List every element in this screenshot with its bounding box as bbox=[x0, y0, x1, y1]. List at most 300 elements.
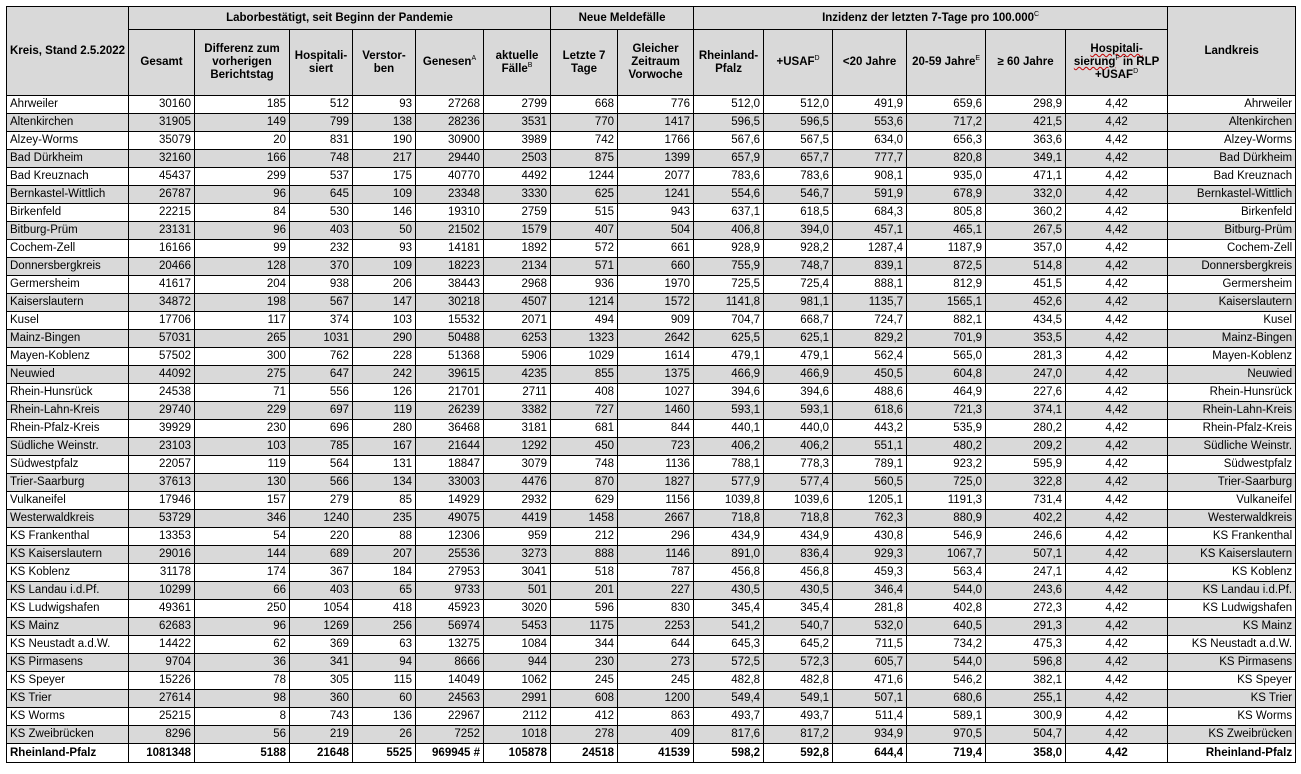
cell-letzte7: 412 bbox=[551, 708, 618, 726]
cell-landkreis: KS Trier bbox=[1168, 690, 1296, 708]
cell-differenz: 96 bbox=[195, 618, 290, 636]
cell-verstorben: 109 bbox=[353, 258, 416, 276]
header-group-neue: Neue Meldefälle bbox=[551, 7, 694, 30]
table-row bbox=[7, 168, 1296, 186]
cell-kreis: KS Frankenthal bbox=[7, 528, 129, 546]
cell-genesen: 33003 bbox=[416, 474, 484, 492]
cell-kreis: Vulkaneifel bbox=[7, 492, 129, 510]
cell-usaf: 625,1 bbox=[764, 330, 833, 348]
cell-aktuelle: 2134 bbox=[484, 258, 551, 276]
cell-aktuelle: 3989 bbox=[484, 132, 551, 150]
cell-rlp: 645,3 bbox=[694, 636, 764, 654]
cell-usaf: 567,5 bbox=[764, 132, 833, 150]
cell-letzte7: 245 bbox=[551, 672, 618, 690]
cell-rlp: 512,0 bbox=[694, 96, 764, 114]
cell-differenz: 78 bbox=[195, 672, 290, 690]
cell-landkreis: Altenkirchen bbox=[1168, 114, 1296, 132]
cell-ue60: 731,4 bbox=[986, 492, 1066, 510]
table-row bbox=[7, 312, 1296, 330]
cell-aktuelle: 6253 bbox=[484, 330, 551, 348]
cell-ue60: 357,0 bbox=[986, 240, 1066, 258]
cell-kreis: Mainz-Bingen bbox=[7, 330, 129, 348]
cell-j2059: 721,3 bbox=[907, 402, 986, 420]
cell-differenz: 5188 bbox=[195, 744, 290, 763]
cell-rlp: 637,1 bbox=[694, 204, 764, 222]
cell-usaf: 440,0 bbox=[764, 420, 833, 438]
cell-genesen: 40770 bbox=[416, 168, 484, 186]
cell-hospitalisiert: 305 bbox=[290, 672, 353, 690]
table-row bbox=[7, 690, 1296, 708]
cell-j2059: 465,1 bbox=[907, 222, 986, 240]
cell-differenz: 62 bbox=[195, 636, 290, 654]
cell-genesen: 8666 bbox=[416, 654, 484, 672]
cell-landkreis: Rhein-Hunsrück bbox=[1168, 384, 1296, 402]
cell-usaf: 512,0 bbox=[764, 96, 833, 114]
cell-vorwoche: 1156 bbox=[618, 492, 694, 510]
cell-hospitalisiert: 748 bbox=[290, 150, 353, 168]
cell-landkreis: Südliche Weinstr. bbox=[1168, 438, 1296, 456]
cell-ue60: 281,3 bbox=[986, 348, 1066, 366]
cell-gesamt: 29016 bbox=[129, 546, 195, 564]
cell-vorwoche: 227 bbox=[618, 582, 694, 600]
cell-aktuelle: 2968 bbox=[484, 276, 551, 294]
cell-hospitalisierung: 4,42 bbox=[1066, 420, 1168, 438]
cell-usaf: 592,8 bbox=[764, 744, 833, 763]
cell-rlp: 430,5 bbox=[694, 582, 764, 600]
cell-u20: 457,1 bbox=[833, 222, 907, 240]
cell-aktuelle: 1579 bbox=[484, 222, 551, 240]
cell-aktuelle: 3382 bbox=[484, 402, 551, 420]
cell-u20: 605,7 bbox=[833, 654, 907, 672]
cell-u20: 562,4 bbox=[833, 348, 907, 366]
cell-vorwoche: 909 bbox=[618, 312, 694, 330]
cell-differenz: 204 bbox=[195, 276, 290, 294]
cell-letzte7: 408 bbox=[551, 384, 618, 402]
cell-aktuelle: 105878 bbox=[484, 744, 551, 763]
header-aktuelle: aktuelle Fälle$^B$ bbox=[484, 30, 551, 96]
cell-differenz: 119 bbox=[195, 456, 290, 474]
cell-genesen: 36468 bbox=[416, 420, 484, 438]
cell-ue60: 247,0 bbox=[986, 366, 1066, 384]
cell-differenz: 98 bbox=[195, 690, 290, 708]
cell-landkreis: Bernkastel-Wittlich bbox=[1168, 186, 1296, 204]
cell-usaf: 406,2 bbox=[764, 438, 833, 456]
cell-usaf: 466,9 bbox=[764, 366, 833, 384]
cell-genesen: 51368 bbox=[416, 348, 484, 366]
cell-rlp: 554,6 bbox=[694, 186, 764, 204]
cell-kreis: Rhein-Pfalz-Kreis bbox=[7, 420, 129, 438]
cell-landkreis: Neuwied bbox=[1168, 366, 1296, 384]
cell-vorwoche: 41539 bbox=[618, 744, 694, 763]
cell-ue60: 421,5 bbox=[986, 114, 1066, 132]
cell-rlp: 704,7 bbox=[694, 312, 764, 330]
table-row bbox=[7, 402, 1296, 420]
cell-hospitalisierung: 4,42 bbox=[1066, 510, 1168, 528]
table-row bbox=[7, 600, 1296, 618]
cell-usaf: 394,6 bbox=[764, 384, 833, 402]
cell-kreis: KS Kaiserslautern bbox=[7, 546, 129, 564]
cell-verstorben: 119 bbox=[353, 402, 416, 420]
cell-landkreis: KS Frankenthal bbox=[1168, 528, 1296, 546]
cell-rlp: 817,6 bbox=[694, 726, 764, 744]
cell-u20: 839,1 bbox=[833, 258, 907, 276]
cell-verstorben: 136 bbox=[353, 708, 416, 726]
cell-verstorben: 147 bbox=[353, 294, 416, 312]
cell-genesen: 19310 bbox=[416, 204, 484, 222]
header-usaf: $+USAF^D$ bbox=[764, 30, 833, 96]
cell-verstorben: 5525 bbox=[353, 744, 416, 763]
cell-hospitalisierung: 4,42 bbox=[1066, 222, 1168, 240]
cell-landkreis: Kusel bbox=[1168, 312, 1296, 330]
table-row bbox=[7, 618, 1296, 636]
cell-letzte7: 748 bbox=[551, 456, 618, 474]
cell-landkreis: KS Worms bbox=[1168, 708, 1296, 726]
cell-hospitalisiert: 360 bbox=[290, 690, 353, 708]
cell-hospitalisierung: 4,42 bbox=[1066, 708, 1168, 726]
cell-verstorben: 50 bbox=[353, 222, 416, 240]
covid-stats-table bbox=[6, 6, 1296, 763]
cell-vorwoche: 830 bbox=[618, 600, 694, 618]
cell-landkreis: KS Neustadt a.d.W. bbox=[1168, 636, 1296, 654]
cell-usaf: 836,4 bbox=[764, 546, 833, 564]
cell-rlp: 593,1 bbox=[694, 402, 764, 420]
table-row bbox=[7, 330, 1296, 348]
cell-ue60: 353,5 bbox=[986, 330, 1066, 348]
cell-kreis: Kusel bbox=[7, 312, 129, 330]
cell-hospitalisiert: 938 bbox=[290, 276, 353, 294]
cell-ue60: 349,1 bbox=[986, 150, 1066, 168]
table-row bbox=[7, 150, 1296, 168]
cell-vorwoche: 1572 bbox=[618, 294, 694, 312]
cell-hospitalisiert: 512 bbox=[290, 96, 353, 114]
cell-landkreis: Bitburg-Prüm bbox=[1168, 222, 1296, 240]
cell-vorwoche: 723 bbox=[618, 438, 694, 456]
cell-verstorben: 175 bbox=[353, 168, 416, 186]
cell-gesamt: 22057 bbox=[129, 456, 195, 474]
header-verstorben: Verstor-ben bbox=[353, 30, 416, 96]
cell-genesen: 9733 bbox=[416, 582, 484, 600]
cell-hospitalisierung: 4,42 bbox=[1066, 330, 1168, 348]
table-row bbox=[7, 546, 1296, 564]
cell-gesamt: 27614 bbox=[129, 690, 195, 708]
header-u20: <20 Jahre bbox=[833, 30, 907, 96]
cell-usaf: 928,2 bbox=[764, 240, 833, 258]
cell-verstorben: 94 bbox=[353, 654, 416, 672]
cell-landkreis: Südwestpfalz bbox=[1168, 456, 1296, 474]
cell-rlp: 466,9 bbox=[694, 366, 764, 384]
cell-hospitalisierung: 4,42 bbox=[1066, 276, 1168, 294]
cell-landkreis: Ahrweiler bbox=[1168, 96, 1296, 114]
cell-kreis: KS Neustadt a.d.W. bbox=[7, 636, 129, 654]
cell-u20: 591,9 bbox=[833, 186, 907, 204]
cell-vorwoche: 1375 bbox=[618, 366, 694, 384]
cell-kreis: Donnersbergkreis bbox=[7, 258, 129, 276]
cell-rlp: 928,9 bbox=[694, 240, 764, 258]
cell-differenz: 128 bbox=[195, 258, 290, 276]
cell-hospitalisiert: 1031 bbox=[290, 330, 353, 348]
table-row bbox=[7, 384, 1296, 402]
cell-letzte7: 515 bbox=[551, 204, 618, 222]
cell-j2059: 589,1 bbox=[907, 708, 986, 726]
cell-kreis: Südliche Weinstr. bbox=[7, 438, 129, 456]
cell-genesen: 15532 bbox=[416, 312, 484, 330]
cell-differenz: 166 bbox=[195, 150, 290, 168]
cell-differenz: 149 bbox=[195, 114, 290, 132]
cell-ue60: 475,3 bbox=[986, 636, 1066, 654]
cell-ue60: 360,2 bbox=[986, 204, 1066, 222]
cell-ue60: 382,1 bbox=[986, 672, 1066, 690]
cell-landkreis: Rhein-Pfalz-Kreis bbox=[1168, 420, 1296, 438]
cell-landkreis: Alzey-Worms bbox=[1168, 132, 1296, 150]
cell-aktuelle: 2112 bbox=[484, 708, 551, 726]
cell-landkreis: KS Koblenz bbox=[1168, 564, 1296, 582]
cell-aktuelle: 4476 bbox=[484, 474, 551, 492]
cell-verstorben: 88 bbox=[353, 528, 416, 546]
cell-aktuelle: 3020 bbox=[484, 600, 551, 618]
cell-usaf: 645,2 bbox=[764, 636, 833, 654]
table-row bbox=[7, 492, 1296, 510]
cell-gesamt: 30160 bbox=[129, 96, 195, 114]
cell-usaf: 434,9 bbox=[764, 528, 833, 546]
cell-aktuelle: 501 bbox=[484, 582, 551, 600]
cell-u20: 346,4 bbox=[833, 582, 907, 600]
cell-genesen: 21644 bbox=[416, 438, 484, 456]
cell-differenz: 346 bbox=[195, 510, 290, 528]
cell-rlp: 572,5 bbox=[694, 654, 764, 672]
table-row bbox=[7, 420, 1296, 438]
cell-ue60: 280,2 bbox=[986, 420, 1066, 438]
table-row bbox=[7, 636, 1296, 654]
table-row bbox=[7, 582, 1296, 600]
cell-u20: 443,2 bbox=[833, 420, 907, 438]
cell-u20: 1287,4 bbox=[833, 240, 907, 258]
cell-differenz: 144 bbox=[195, 546, 290, 564]
cell-rlp: 406,8 bbox=[694, 222, 764, 240]
cell-hospitalisiert: 696 bbox=[290, 420, 353, 438]
cell-j2059: 544,0 bbox=[907, 654, 986, 672]
cell-hospitalisiert: 21648 bbox=[290, 744, 353, 763]
cell-ue60: 471,1 bbox=[986, 168, 1066, 186]
cell-gesamt: 23103 bbox=[129, 438, 195, 456]
cell-aktuelle: 4492 bbox=[484, 168, 551, 186]
cell-genesen: 28236 bbox=[416, 114, 484, 132]
cell-gesamt: 37613 bbox=[129, 474, 195, 492]
table-row bbox=[7, 654, 1296, 672]
cell-ue60: 363,6 bbox=[986, 132, 1066, 150]
cell-hospitalisierung: 4,42 bbox=[1066, 366, 1168, 384]
cell-hospitalisierung: 4,42 bbox=[1066, 258, 1168, 276]
cell-landkreis: Trier-Saarburg bbox=[1168, 474, 1296, 492]
cell-hospitalisierung: 4,42 bbox=[1066, 438, 1168, 456]
header-vorwoche: Gleicher Zeitraum Vorwoche bbox=[618, 30, 694, 96]
header-ue60: ≥ 60 Jahre bbox=[986, 30, 1066, 96]
cell-aktuelle: 3531 bbox=[484, 114, 551, 132]
cell-landkreis: Bad Kreuznach bbox=[1168, 168, 1296, 186]
table-row bbox=[7, 258, 1296, 276]
cell-u20: 553,6 bbox=[833, 114, 907, 132]
cell-gesamt: 39929 bbox=[129, 420, 195, 438]
cell-ue60: 504,7 bbox=[986, 726, 1066, 744]
cell-verstorben: 109 bbox=[353, 186, 416, 204]
cell-hospitalisiert: 567 bbox=[290, 294, 353, 312]
cell-rlp: 394,6 bbox=[694, 384, 764, 402]
cell-ue60: 267,5 bbox=[986, 222, 1066, 240]
cell-j2059: 1187,9 bbox=[907, 240, 986, 258]
table-row bbox=[7, 564, 1296, 582]
cell-j2059: 546,2 bbox=[907, 672, 986, 690]
cell-letzte7: 888 bbox=[551, 546, 618, 564]
cell-hospitalisierung: 4,42 bbox=[1066, 456, 1168, 474]
cell-hospitalisiert: 762 bbox=[290, 348, 353, 366]
cell-kreis: Bad Kreuznach bbox=[7, 168, 129, 186]
cell-usaf: 1039,6 bbox=[764, 492, 833, 510]
cell-verstorben: 60 bbox=[353, 690, 416, 708]
cell-letzte7: 668 bbox=[551, 96, 618, 114]
cell-hospitalisierung: 4,42 bbox=[1066, 636, 1168, 654]
cell-genesen: 22967 bbox=[416, 708, 484, 726]
cell-gesamt: 57031 bbox=[129, 330, 195, 348]
cell-rlp: 577,9 bbox=[694, 474, 764, 492]
cell-rlp: 440,1 bbox=[694, 420, 764, 438]
cell-verstorben: 418 bbox=[353, 600, 416, 618]
cell-aktuelle: 2759 bbox=[484, 204, 551, 222]
cell-usaf: 725,4 bbox=[764, 276, 833, 294]
cell-ue60: 596,8 bbox=[986, 654, 1066, 672]
cell-gesamt: 23131 bbox=[129, 222, 195, 240]
cell-verstorben: 242 bbox=[353, 366, 416, 384]
cell-usaf: 618,5 bbox=[764, 204, 833, 222]
cell-rlp: 783,6 bbox=[694, 168, 764, 186]
cell-u20: 762,3 bbox=[833, 510, 907, 528]
cell-aktuelle: 3330 bbox=[484, 186, 551, 204]
cell-kreis: Trier-Saarburg bbox=[7, 474, 129, 492]
cell-verstorben: 235 bbox=[353, 510, 416, 528]
cell-ue60: 247,1 bbox=[986, 564, 1066, 582]
cell-kreis: Ahrweiler bbox=[7, 96, 129, 114]
cell-genesen: 45923 bbox=[416, 600, 484, 618]
cell-gesamt: 17946 bbox=[129, 492, 195, 510]
cell-landkreis: Birkenfeld bbox=[1168, 204, 1296, 222]
cell-usaf: 430,5 bbox=[764, 582, 833, 600]
cell-hospitalisierung: 4,42 bbox=[1066, 582, 1168, 600]
cell-rlp: 406,2 bbox=[694, 438, 764, 456]
cell-letzte7: 936 bbox=[551, 276, 618, 294]
cell-hospitalisiert: 689 bbox=[290, 546, 353, 564]
cell-j2059: 820,8 bbox=[907, 150, 986, 168]
cell-j2059: 659,6 bbox=[907, 96, 986, 114]
cell-kreis: KS Koblenz bbox=[7, 564, 129, 582]
cell-gesamt: 31178 bbox=[129, 564, 195, 582]
cell-j2059: 640,5 bbox=[907, 618, 986, 636]
cell-u20: 1135,7 bbox=[833, 294, 907, 312]
cell-aktuelle: 1018 bbox=[484, 726, 551, 744]
cell-rlp: 598,2 bbox=[694, 744, 764, 763]
cell-j2059: 544,0 bbox=[907, 582, 986, 600]
table-row bbox=[7, 276, 1296, 294]
cell-hospitalisierung: 4,42 bbox=[1066, 384, 1168, 402]
cell-u20: 281,8 bbox=[833, 600, 907, 618]
cell-rlp: 788,1 bbox=[694, 456, 764, 474]
cell-j2059: 923,2 bbox=[907, 456, 986, 474]
cell-letzte7: 1029 bbox=[551, 348, 618, 366]
cell-hospitalisiert: 785 bbox=[290, 438, 353, 456]
cell-verstorben: 115 bbox=[353, 672, 416, 690]
cell-j2059: 701,9 bbox=[907, 330, 986, 348]
cell-vorwoche: 1614 bbox=[618, 348, 694, 366]
cell-j2059: 1565,1 bbox=[907, 294, 986, 312]
cell-u20: 532,0 bbox=[833, 618, 907, 636]
cell-usaf: 549,1 bbox=[764, 690, 833, 708]
cell-vorwoche: 2253 bbox=[618, 618, 694, 636]
header-gesamt: Gesamt bbox=[129, 30, 195, 96]
cell-rlp: 493,7 bbox=[694, 708, 764, 726]
cell-landkreis: Kaiserslautern bbox=[1168, 294, 1296, 312]
cell-gesamt: 32160 bbox=[129, 150, 195, 168]
cell-landkreis: Germersheim bbox=[1168, 276, 1296, 294]
cell-ue60: 243,6 bbox=[986, 582, 1066, 600]
cell-gesamt: 35079 bbox=[129, 132, 195, 150]
cell-differenz: 299 bbox=[195, 168, 290, 186]
cell-letzte7: 450 bbox=[551, 438, 618, 456]
cell-hospitalisierung: 4,42 bbox=[1066, 654, 1168, 672]
cell-vorwoche: 1241 bbox=[618, 186, 694, 204]
cell-aktuelle: 4507 bbox=[484, 294, 551, 312]
cell-gesamt: 14422 bbox=[129, 636, 195, 654]
cell-differenz: 36 bbox=[195, 654, 290, 672]
cell-j2059: 725,0 bbox=[907, 474, 986, 492]
cell-hospitalisiert: 556 bbox=[290, 384, 353, 402]
header-letzte7: Letzte 7 Tage bbox=[551, 30, 618, 96]
cell-letzte7: 870 bbox=[551, 474, 618, 492]
cell-genesen: 30218 bbox=[416, 294, 484, 312]
cell-ue60: 227,6 bbox=[986, 384, 1066, 402]
cell-aktuelle: 2071 bbox=[484, 312, 551, 330]
cell-letzte7: 875 bbox=[551, 150, 618, 168]
cell-gesamt: 10299 bbox=[129, 582, 195, 600]
cell-kreis: KS Worms bbox=[7, 708, 129, 726]
cell-gesamt: 57502 bbox=[129, 348, 195, 366]
cell-hospitalisiert: 220 bbox=[290, 528, 353, 546]
cell-differenz: 66 bbox=[195, 582, 290, 600]
cell-j2059: 717,2 bbox=[907, 114, 986, 132]
cell-j2059: 880,9 bbox=[907, 510, 986, 528]
cell-vorwoche: 1399 bbox=[618, 150, 694, 168]
cell-ue60: 298,9 bbox=[986, 96, 1066, 114]
table-row bbox=[7, 186, 1296, 204]
cell-gesamt: 20466 bbox=[129, 258, 195, 276]
cell-kreis: Rhein-Hunsrück bbox=[7, 384, 129, 402]
cell-usaf: 778,3 bbox=[764, 456, 833, 474]
cell-ue60: 246,6 bbox=[986, 528, 1066, 546]
cell-j2059: 1191,3 bbox=[907, 492, 986, 510]
cell-letzte7: 727 bbox=[551, 402, 618, 420]
cell-ue60: 255,1 bbox=[986, 690, 1066, 708]
table-row bbox=[7, 474, 1296, 492]
cell-u20: 934,9 bbox=[833, 726, 907, 744]
cell-landkreis: KS Zweibrücken bbox=[1168, 726, 1296, 744]
cell-genesen: 21502 bbox=[416, 222, 484, 240]
cell-letzte7: 855 bbox=[551, 366, 618, 384]
cell-gesamt: 9704 bbox=[129, 654, 195, 672]
table-row bbox=[7, 456, 1296, 474]
cell-kreis: Bad Dürkheim bbox=[7, 150, 129, 168]
cell-genesen: 12306 bbox=[416, 528, 484, 546]
cell-u20: 471,6 bbox=[833, 672, 907, 690]
cell-hospitalisierung: 4,42 bbox=[1066, 546, 1168, 564]
cell-usaf: 540,7 bbox=[764, 618, 833, 636]
cell-letzte7: 494 bbox=[551, 312, 618, 330]
cell-j2059: 680,6 bbox=[907, 690, 986, 708]
